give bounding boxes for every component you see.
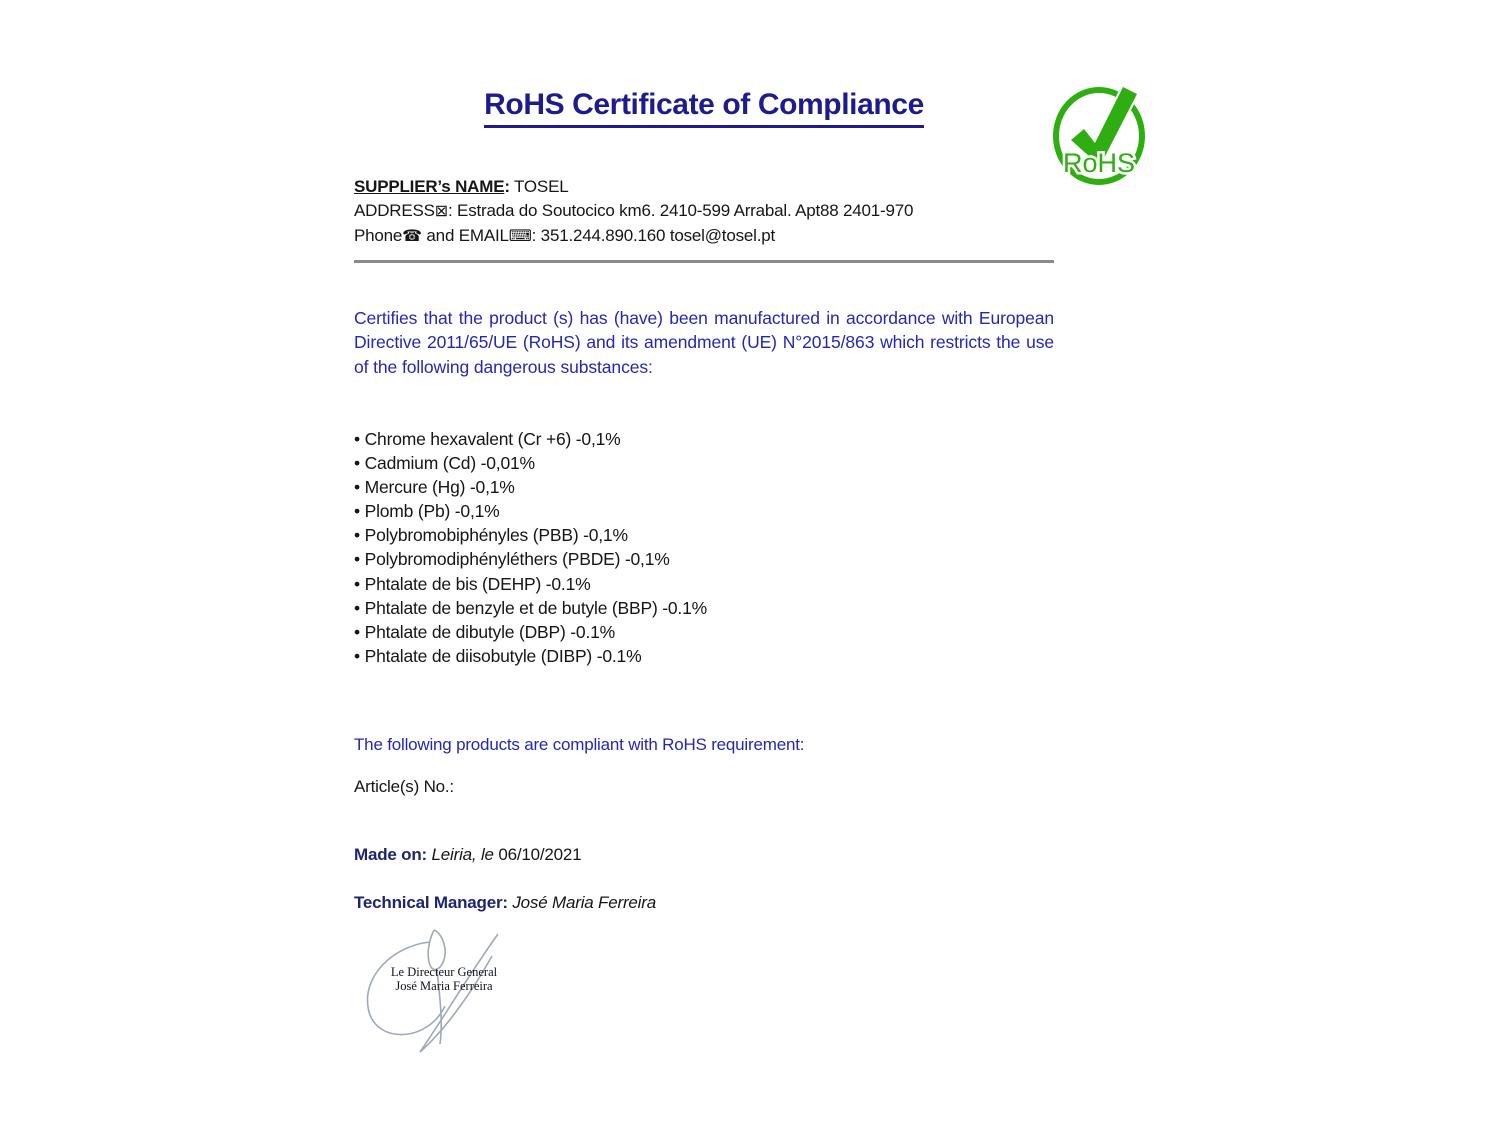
certification-statement: Certifies that the product (s) has (have) been manufactured in accordance with European Directive 2011/65/UE (RoHS) and its amendment (UE) N°2015/863 which restricts the use of the following dangerous substances: — [354, 308, 1054, 377]
title-wrap — [354, 88, 1054, 128]
rohs-logo — [1051, 80, 1151, 188]
logo-label: RoHS — [1062, 148, 1136, 178]
contact-value: : 351.244.890.160 tosel@tosel.pt — [531, 226, 776, 245]
phone-label: Phone — [354, 226, 403, 245]
substance-item: • Polybromobiphényles (PBB) -0,1% — [354, 523, 1054, 547]
compliance-line: The following products are compliant with RoHS requirement: — [354, 735, 805, 754]
address-label: ADDRESS — [354, 201, 435, 220]
divider-rule — [354, 260, 1054, 263]
substance-item: • Phtalate de dibutyle (DBP) -0.1% — [354, 620, 1054, 644]
substance-item: • Chrome hexavalent (Cr +6) -0,1% — [354, 427, 1054, 451]
substance-item: • Mercure (Hg) -0,1% — [354, 475, 1054, 499]
substance-item: • Plomb (Pb) -0,1% — [354, 499, 1054, 523]
address-value: : Estrada do Soutocico km6. 2410-599 Arrabal. Apt88 2401-970 — [448, 201, 914, 220]
supplier-name-value: TOSEL — [509, 177, 569, 196]
phone-icon: ☎ — [402, 228, 422, 245]
technical-manager-line — [354, 893, 656, 913]
signature-caption-line1: Le Directeur General — [390, 965, 498, 979]
envelope-icon: ⊠ — [434, 203, 449, 220]
substances-list — [354, 427, 1054, 668]
email-label: and EMAIL — [421, 226, 509, 245]
substance-item: • Cadmium (Cd) -0,01% — [354, 451, 1054, 475]
made-on-date: 06/10/2021 — [498, 845, 582, 864]
signature-scribble — [350, 918, 520, 1070]
page-title: RoHS Certificate of Compliance — [484, 88, 924, 128]
article-number-label: Article(s) No.: — [354, 777, 454, 796]
computer-icon: ⌨ — [508, 228, 532, 245]
supplier-name-line — [354, 175, 1064, 199]
technical-manager-value: José Maria Ferreira — [507, 893, 656, 912]
technical-manager-label: Technical Manager: — [354, 893, 508, 912]
substance-item: • Polybromodiphényléthers (PBDE) -0,1% — [354, 547, 1054, 571]
substance-item: • Phtalate de diisobutyle (DIBP) -0.1% — [354, 644, 1054, 668]
rohs-logo-graphic — [1051, 80, 1151, 188]
supplier-name-label: SUPPLIER’s NAME: — [354, 177, 510, 196]
supplier-contact-line — [354, 224, 1064, 249]
substance-item: • Phtalate de bis (DEHP) -0.1% — [354, 572, 1054, 596]
made-on-line — [354, 845, 581, 865]
supplier-block — [354, 175, 1064, 249]
made-on-label: Made on: — [354, 845, 428, 864]
signature-caption — [383, 966, 505, 993]
supplier-address-line — [354, 199, 1064, 224]
substance-item: • Phtalate de benzyle et de butyle (BBP) -0.1% — [354, 596, 1054, 620]
made-on-place: Leiria, le — [427, 845, 499, 864]
signature-caption-line2: José Maria Ferreira — [395, 978, 493, 993]
